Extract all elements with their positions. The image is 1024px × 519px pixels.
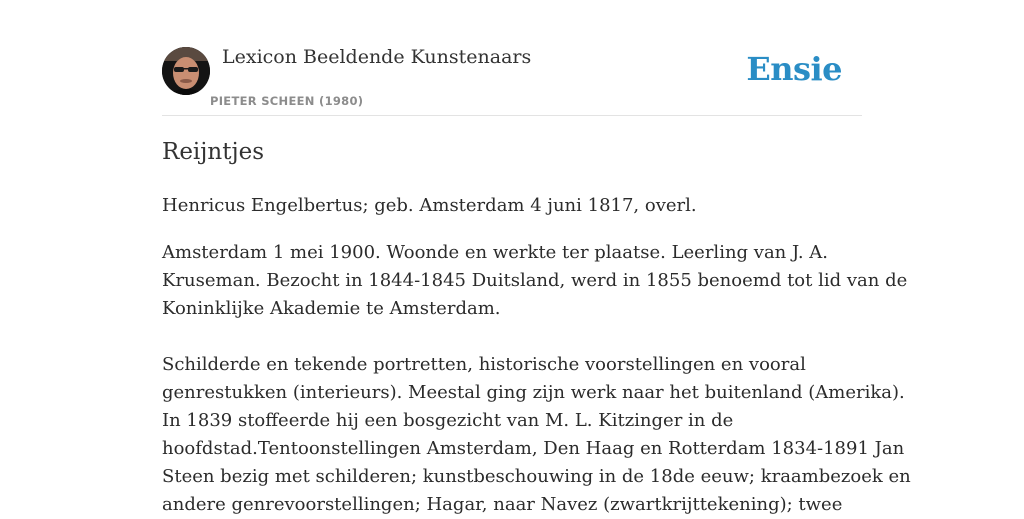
paragraph-line: Schilderde en tekende portretten, historische voorstellingen en vooral	[162, 354, 806, 375]
header-divider	[162, 115, 862, 116]
author-avatar[interactable]	[162, 47, 210, 95]
paragraph-line: Koninklijke Akademie te Amsterdam.	[162, 298, 501, 319]
paragraph-line: hoofdstad.Tentoonstellingen Amsterdam, Den Haag en Rotterdam 1834-1891 Jan	[162, 438, 905, 459]
author-portrait-icon	[162, 47, 210, 95]
entry-title: Reijntjes	[162, 139, 265, 165]
paragraph-line: Kruseman. Bezocht in 1844-1845 Duitsland, werd in 1855 benoemd tot lid van de	[162, 270, 908, 291]
entry-paragraph-3	[162, 351, 911, 519]
entry-paragraph-2	[162, 239, 908, 323]
paragraph-line: andere genrevoorstellingen; Hagar, naar Navez (zwartkrijttekening); twee	[162, 494, 843, 515]
paragraph-line: In 1839 stoffeerde hij een bosgezicht van M. L. Kitzinger in de	[162, 410, 734, 431]
entry-paragraph-1: Henricus Engelbertus; geb. Amsterdam 4 juni 1817, overl.	[162, 195, 697, 216]
paragraph-line: genrestukken (interieurs). Meestal ging zijn werk naar het buitenland (Amerika).	[162, 382, 905, 403]
ensie-logo-link[interactable]: Ensie	[746, 50, 842, 88]
book-title-link[interactable]: Lexicon Beeldende Kunstenaars	[222, 46, 532, 68]
paragraph-line: Amsterdam 1 mei 1900. Woonde en werkte ter plaatse. Leerling van J. A.	[162, 242, 828, 263]
author-name: PIETER SCHEEN (1980)	[210, 94, 364, 108]
paragraph-line: Steen bezig met schilderen; kunstbeschouwing in de 18de eeuw; kraambezoek en	[162, 466, 911, 487]
